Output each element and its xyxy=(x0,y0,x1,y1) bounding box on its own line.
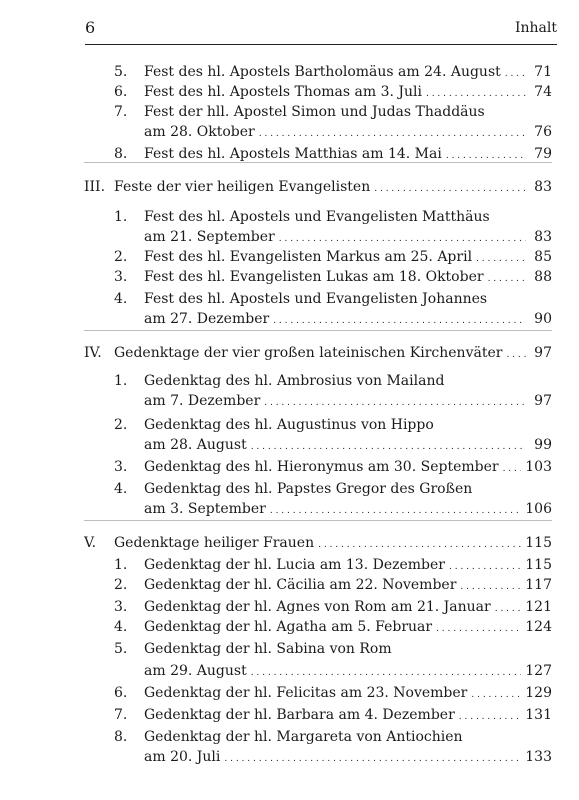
entry-number: 4. xyxy=(114,291,128,307)
entry-text-row xyxy=(114,344,552,364)
entry-text-row xyxy=(144,123,552,143)
toc-entry xyxy=(84,268,552,286)
entry-title: Gedenktag des hl. Hieronymus am 30. September xyxy=(144,459,499,475)
entry-number: 4. xyxy=(114,481,128,497)
entry-page-number: 124 xyxy=(525,619,552,635)
toc-entry xyxy=(84,576,552,594)
entry-page-number: 115 xyxy=(525,557,552,573)
entry-text-row xyxy=(144,103,552,121)
entry-text-row xyxy=(144,662,552,682)
entry-text-row xyxy=(144,640,552,658)
dot-leader xyxy=(488,268,526,288)
entry-page-number: 88 xyxy=(534,269,552,285)
entry-text-row xyxy=(144,556,552,576)
toc-entry xyxy=(84,416,552,434)
entry-text-row xyxy=(144,576,552,596)
entry-title: am 29. August xyxy=(144,663,247,679)
toc-entry xyxy=(84,228,552,246)
entry-title: am 7. Dezember xyxy=(144,393,261,409)
toc-entry xyxy=(84,123,552,141)
dot-leader xyxy=(374,178,526,198)
toc-entry xyxy=(84,684,552,702)
toc-entry xyxy=(84,748,552,766)
toc-entry xyxy=(84,436,552,454)
entry-title: Fest des hl. Apostels Matthias am 14. Mai xyxy=(144,146,442,162)
toc-entry xyxy=(84,392,552,410)
toc-section-entry xyxy=(84,344,552,362)
entry-page-number: 85 xyxy=(534,249,552,265)
entry-text-row xyxy=(144,728,552,746)
entry-title: am 21. September xyxy=(144,229,275,245)
entry-title: Feste der vier heiligen Evangelisten xyxy=(114,179,371,195)
entry-text-row xyxy=(114,178,552,198)
entry-page-number: 99 xyxy=(534,437,552,453)
entry-number: 3. xyxy=(114,599,128,615)
dot-leader xyxy=(503,458,522,478)
entry-text-row xyxy=(144,706,552,726)
entry-page-number: 83 xyxy=(534,179,552,195)
dot-leader xyxy=(273,310,526,330)
entry-title: Gedenktag der hl. Felicitas am 23. November xyxy=(144,685,468,701)
entry-text-row xyxy=(144,310,552,330)
entry-text-row xyxy=(144,248,552,268)
entry-number: 1. xyxy=(114,373,128,389)
toc-entry xyxy=(84,706,552,724)
entry-text-row xyxy=(144,63,552,83)
entry-title: Fest des hl. Apostels Bartholomäus am 24. August xyxy=(144,64,501,80)
entry-number: 3. xyxy=(114,269,128,285)
dot-leader xyxy=(436,618,521,638)
entry-text-row xyxy=(144,208,552,226)
entry-title: Gedenktag der hl. Agatha am 5. Februar xyxy=(144,619,433,635)
toc-section-entry xyxy=(84,534,552,552)
entry-title: Fest des hl. Apostels und Evangelisten Matthäus xyxy=(144,209,490,225)
entry-text-row xyxy=(144,290,552,308)
entry-text-row xyxy=(144,372,552,390)
dot-leader xyxy=(251,436,526,456)
entry-text-row xyxy=(114,534,552,554)
entry-page-number: 117 xyxy=(525,577,552,593)
section-divider xyxy=(84,330,552,331)
entry-number: 6. xyxy=(114,84,128,100)
page-header xyxy=(85,18,557,45)
entry-page-number: 106 xyxy=(525,501,552,517)
toc-entry xyxy=(84,618,552,636)
entry-text-row xyxy=(144,684,552,704)
entry-title: Fest der hll. Apostel Simon und Judas Thaddäus xyxy=(144,104,485,120)
toc-entry xyxy=(84,500,552,518)
entry-title: am 20. Juli xyxy=(144,749,221,765)
entry-page-number: 76 xyxy=(534,124,552,140)
toc-section-entry xyxy=(84,178,552,196)
entry-title: Gedenktag des hl. Augustinus von Hippo xyxy=(144,417,434,433)
dot-leader xyxy=(270,500,521,520)
entry-title: Fest des hl. Evangelisten Markus am 25. April xyxy=(144,249,473,265)
entry-number: 8. xyxy=(114,146,128,162)
entry-number: V. xyxy=(84,535,97,551)
running-title: Inhalt xyxy=(514,20,557,36)
entry-page-number: 127 xyxy=(525,663,552,679)
entry-text-row xyxy=(144,598,552,618)
page-number: 6 xyxy=(85,18,96,37)
entry-page-number: 115 xyxy=(525,535,552,551)
entry-title: Fest des hl. Apostels und Evangelisten Johannes xyxy=(144,291,488,307)
entry-number: 5. xyxy=(114,641,128,657)
entry-page-number: 133 xyxy=(525,749,552,765)
entry-number: 1. xyxy=(114,209,128,225)
entry-page-number: 121 xyxy=(525,599,552,615)
entry-title: Fest des hl. Evangelisten Lukas am 18. Oktober xyxy=(144,269,484,285)
entry-page-number: 71 xyxy=(534,64,552,80)
dot-leader xyxy=(318,534,521,554)
entry-page-number: 74 xyxy=(534,84,552,100)
entry-number: 5. xyxy=(114,64,128,80)
dot-leader xyxy=(506,344,526,364)
entry-number: 2. xyxy=(114,577,128,593)
entry-title: Gedenktage heiliger Frauen xyxy=(114,535,315,551)
toc-entry xyxy=(84,103,552,121)
toc-entry xyxy=(84,83,552,101)
entry-text-row xyxy=(144,618,552,638)
entry-title: Gedenktag des hl. Papstes Gregor des Großen xyxy=(144,481,473,497)
toc-entry xyxy=(84,290,552,308)
entry-number: 7. xyxy=(114,104,128,120)
section-divider xyxy=(84,520,552,521)
dot-leader xyxy=(224,748,521,768)
entry-title: Gedenktag der hl. Barbara am 4. Dezember xyxy=(144,707,455,723)
entry-text-row xyxy=(144,83,552,103)
entry-text-row xyxy=(144,228,552,248)
dot-leader xyxy=(264,392,526,412)
entry-number: 8. xyxy=(114,729,128,745)
entry-number: 4. xyxy=(114,619,128,635)
toc-entry xyxy=(84,640,552,658)
entry-number: IV. xyxy=(84,345,102,361)
entry-title: am 27. Dezember xyxy=(144,311,270,327)
toc-entry xyxy=(84,598,552,616)
dot-leader xyxy=(426,83,526,103)
toc-entry xyxy=(84,458,552,476)
entry-title: am 28. August xyxy=(144,437,247,453)
toc-entry xyxy=(84,556,552,574)
dot-leader xyxy=(495,598,522,618)
toc-entry xyxy=(84,662,552,680)
entry-page-number: 131 xyxy=(525,707,552,723)
toc-entry xyxy=(84,310,552,328)
entry-number: 3. xyxy=(114,459,128,475)
entry-text-row xyxy=(144,500,552,520)
entry-title: Gedenktag der hl. Lucia am 13. Dezember xyxy=(144,557,445,573)
dot-leader xyxy=(449,556,521,576)
entry-title: Fest des hl. Apostels Thomas am 3. Juli xyxy=(144,84,422,100)
entry-page-number: 90 xyxy=(534,311,552,327)
entry-text-row xyxy=(144,392,552,412)
toc-entry xyxy=(84,145,552,163)
toc-entry xyxy=(84,372,552,390)
dot-leader xyxy=(476,248,526,268)
entry-text-row xyxy=(144,416,552,434)
entry-number: 2. xyxy=(114,249,128,265)
toc-entry xyxy=(84,728,552,746)
entry-page-number: 129 xyxy=(525,685,552,701)
entry-number: 2. xyxy=(114,417,128,433)
entry-title: Gedenktag der hl. Sabina von Rom xyxy=(144,641,392,657)
dot-leader xyxy=(460,576,521,596)
toc-entry xyxy=(84,480,552,498)
toc-entry xyxy=(84,208,552,226)
entry-title: Gedenktag der hl. Margareta von Antiochien xyxy=(144,729,463,745)
entry-title: Gedenktag der hl. Agnes von Rom am 21. Januar xyxy=(144,599,491,615)
entry-number: III. xyxy=(84,179,106,195)
section-divider xyxy=(84,162,552,163)
entry-number: 1. xyxy=(114,557,128,573)
entry-title: am 28. Oktober xyxy=(144,124,255,140)
dot-leader xyxy=(459,706,521,726)
entry-number: 7. xyxy=(114,707,128,723)
dot-leader xyxy=(251,662,522,682)
dot-leader xyxy=(471,684,521,704)
entry-page-number: 103 xyxy=(525,459,552,475)
dot-leader xyxy=(259,123,526,143)
entry-title: am 3. September xyxy=(144,501,266,517)
entry-title: Gedenktag der hl. Cäcilia am 22. November xyxy=(144,577,457,593)
entry-page-number: 97 xyxy=(534,393,552,409)
entry-number: 6. xyxy=(114,685,128,701)
entry-text-row xyxy=(144,480,552,498)
entry-text-row xyxy=(144,436,552,456)
entry-title: Gedenktag des hl. Ambrosius von Mailand xyxy=(144,373,445,389)
entry-page-number: 79 xyxy=(534,146,552,162)
entry-text-row xyxy=(144,458,552,478)
entry-page-number: 97 xyxy=(534,345,552,361)
toc-entry xyxy=(84,248,552,266)
entry-page-number: 83 xyxy=(534,229,552,245)
dot-leader xyxy=(505,63,526,83)
entry-text-row xyxy=(144,748,552,768)
dot-leader xyxy=(279,228,526,248)
entry-title: Gedenktage der vier großen lateinischen Kirchenväter xyxy=(114,345,503,361)
entry-text-row xyxy=(144,268,552,288)
toc-entry xyxy=(84,63,552,81)
